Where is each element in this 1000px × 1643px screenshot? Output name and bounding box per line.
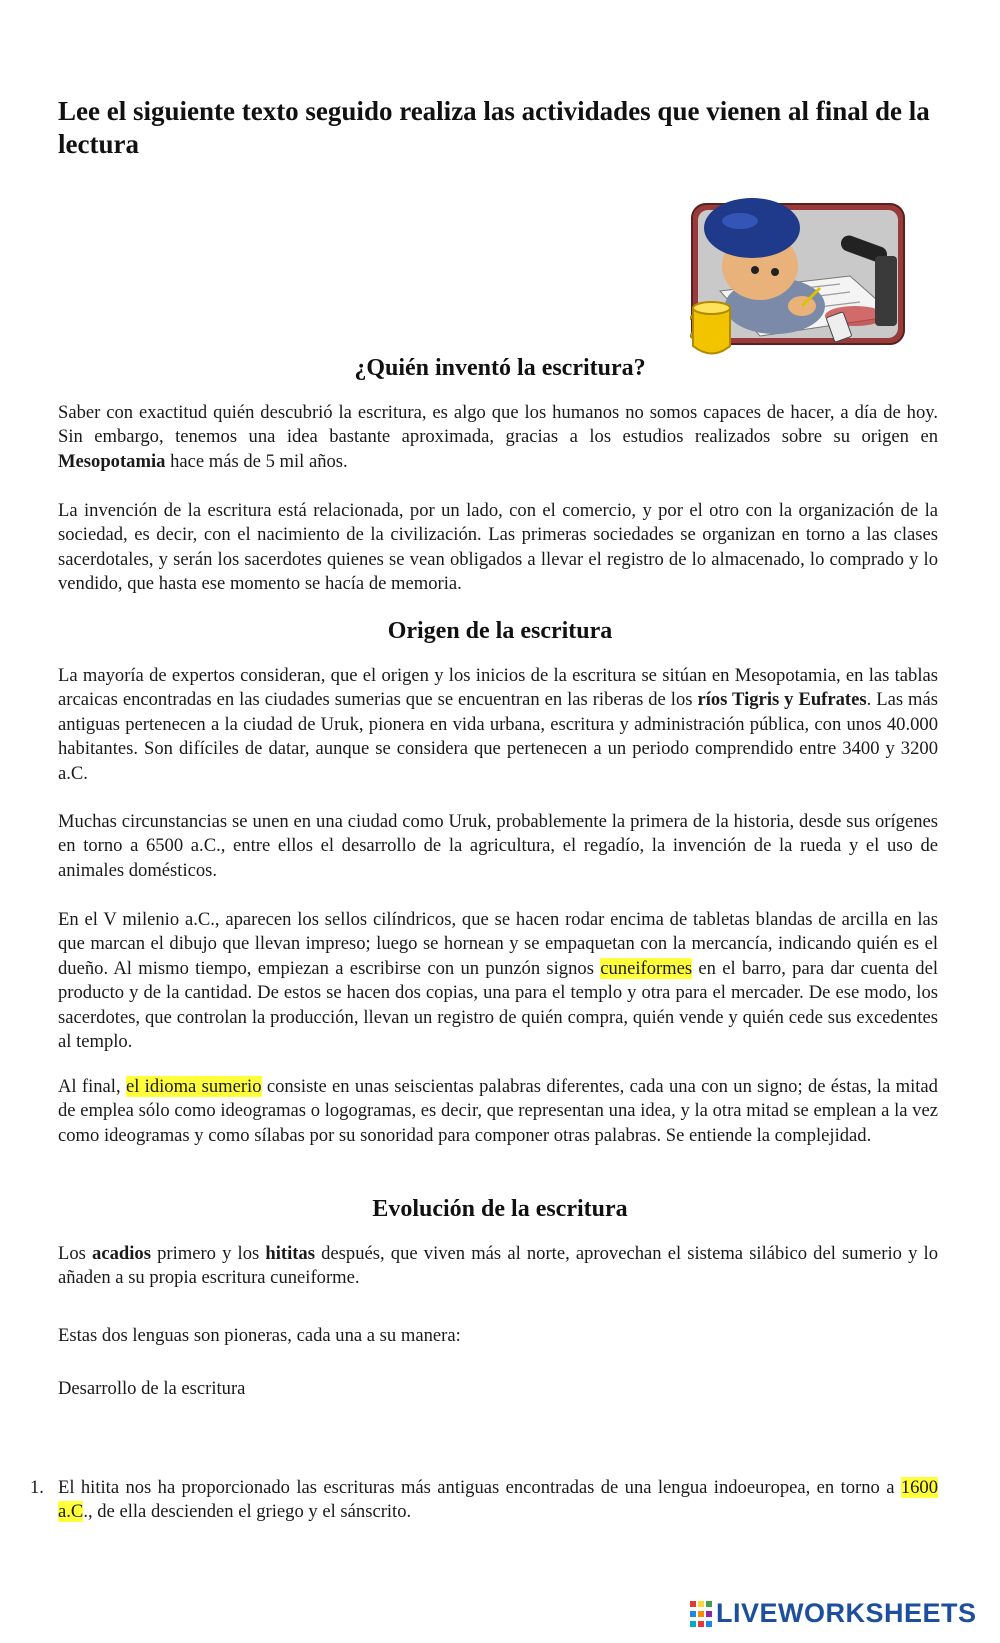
paragraph: Desarrollo de la escritura: [58, 1378, 246, 1399]
highlighted-answer[interactable]: cuneiformes: [600, 957, 693, 979]
list-number: 1.: [30, 1477, 44, 1498]
bold-term: ríos Tigris y Eufrates: [697, 689, 867, 711]
paragraph: Muchas circunstancias se unen en una ciudad como Uruk, probablemente la primera de la historia, desde sus orígenes en torno a 6500 a.C., entre ellos el desarrollo de la agricultura, el regadío, la invención de la rueda y el uso de animales domésticos.: [58, 811, 938, 881]
bold-term: Mesopotamia: [58, 450, 166, 472]
liveworksheets-logo: [690, 1598, 977, 1629]
paragraph: Al final, el idioma sumerio consiste en unas seiscientas palabras diferentes, cada una con un signo; de éstas, la mitad de emplea sólo como ideogramas o logogramas, es decir, que representan una idea, y la otra mitad se emplean a la vez como ideogramas y como sílabas por su sonoridad para componer otras palabras. Se entiende la complejidad.: [58, 1076, 938, 1146]
section-heading-quien-invento: ¿Quién inventó la escritura?: [354, 355, 646, 381]
page-title: Lee el siguiente texto seguido realiza las actividades que vienen al final de la lectura: [58, 96, 930, 159]
list-item: El hitita nos ha proporcionado las escrituras más antiguas encontradas de una lengua indoeuropea, en torno a 1600 a.C., de ella descienden el griego y el sánscrito.: [58, 1477, 938, 1523]
section-heading-evolucion: Evolución de la escritura: [372, 1196, 628, 1222]
highlighted-answer[interactable]: el idioma sumerio: [125, 1076, 262, 1097]
paragraph: En el V milenio a.C., aparecen los sellos cilíndricos, que se hacen rodar encima de tabletas blandas de arcilla en las que marcan el dibujo que llevan impreso; luego se hornean y se empaquetan con la mercancía, indicando quién es el dueño. Al mismo tiempo, empiezan a escribirse con un punzón signos cuneiformes en el barro, para dar cuenta del producto y de la cantidad. De estos se hacen dos copias, una para el templo y otra para el mercader. De ese modo, los sacerdotes, que controlan la producción, llevan un registro de quién compra, quién vende y quién cede sus excedentes al templo.: [58, 909, 939, 1053]
logo-grid-icon: [690, 1601, 712, 1627]
paragraph: Saber con exactitud quién descubrió la escritura, es algo que los humanos no somos capaces de hacer, a día de hoy. Sin embargo, tenemos una idea bastante aproximada, gracias a los estudios realizados sobre su origen en Mesopotamia hace más de 5 mil años.: [58, 402, 938, 472]
paragraph: La invención de la escritura está relacionada, por un lado, con el comercio, y por el otro con la organización de la sociedad, es decir, con el nacimiento de la civilización. Las primeras sociedades se organizan en torno a las clases sacerdotales, y serán los sacerdotes quienes se vean obligados a llevar el registro de lo almacenado, lo comprado y lo vendido, que hasta ese momento se hacía de memoria.: [58, 500, 938, 595]
bold-term: acadios: [92, 1243, 151, 1264]
paragraph: Estas dos lenguas son pioneras, cada una a su manera:: [58, 1325, 461, 1346]
paragraph: La mayoría de expertos consideran, que el origen y los inicios de la escritura se sitúan en Mesopotamia, en las tablas arcaicas encontradas en las ciudades sumerias que se encuentran en las riberas de los ríos Tigris y Eufrates. Las más antiguas pertenecen a la ciudad de Uruk, pionera en vida urbana, escritura y administración pública, con unos 40.000 habitantes. Son difíciles de datar, aunque se considera que pertenecen a un periodo comprendido entre 3400 y 3200 a.C.: [58, 665, 938, 784]
section-heading-origen: Origen de la escritura: [387, 618, 613, 644]
logo-text: LIVEWORKSHEETS: [716, 1598, 977, 1628]
highlighted-answer[interactable]: 1600 a.C: [58, 1477, 938, 1523]
bold-term: hititas: [265, 1243, 315, 1264]
paragraph: Los acadios primero y los hititas después, que viven más al norte, aprovechan el sistema silábico del sumerio y lo añaden a su propia escritura cuneiforme.: [58, 1243, 938, 1289]
boy-writing-illustration: [690, 196, 935, 364]
